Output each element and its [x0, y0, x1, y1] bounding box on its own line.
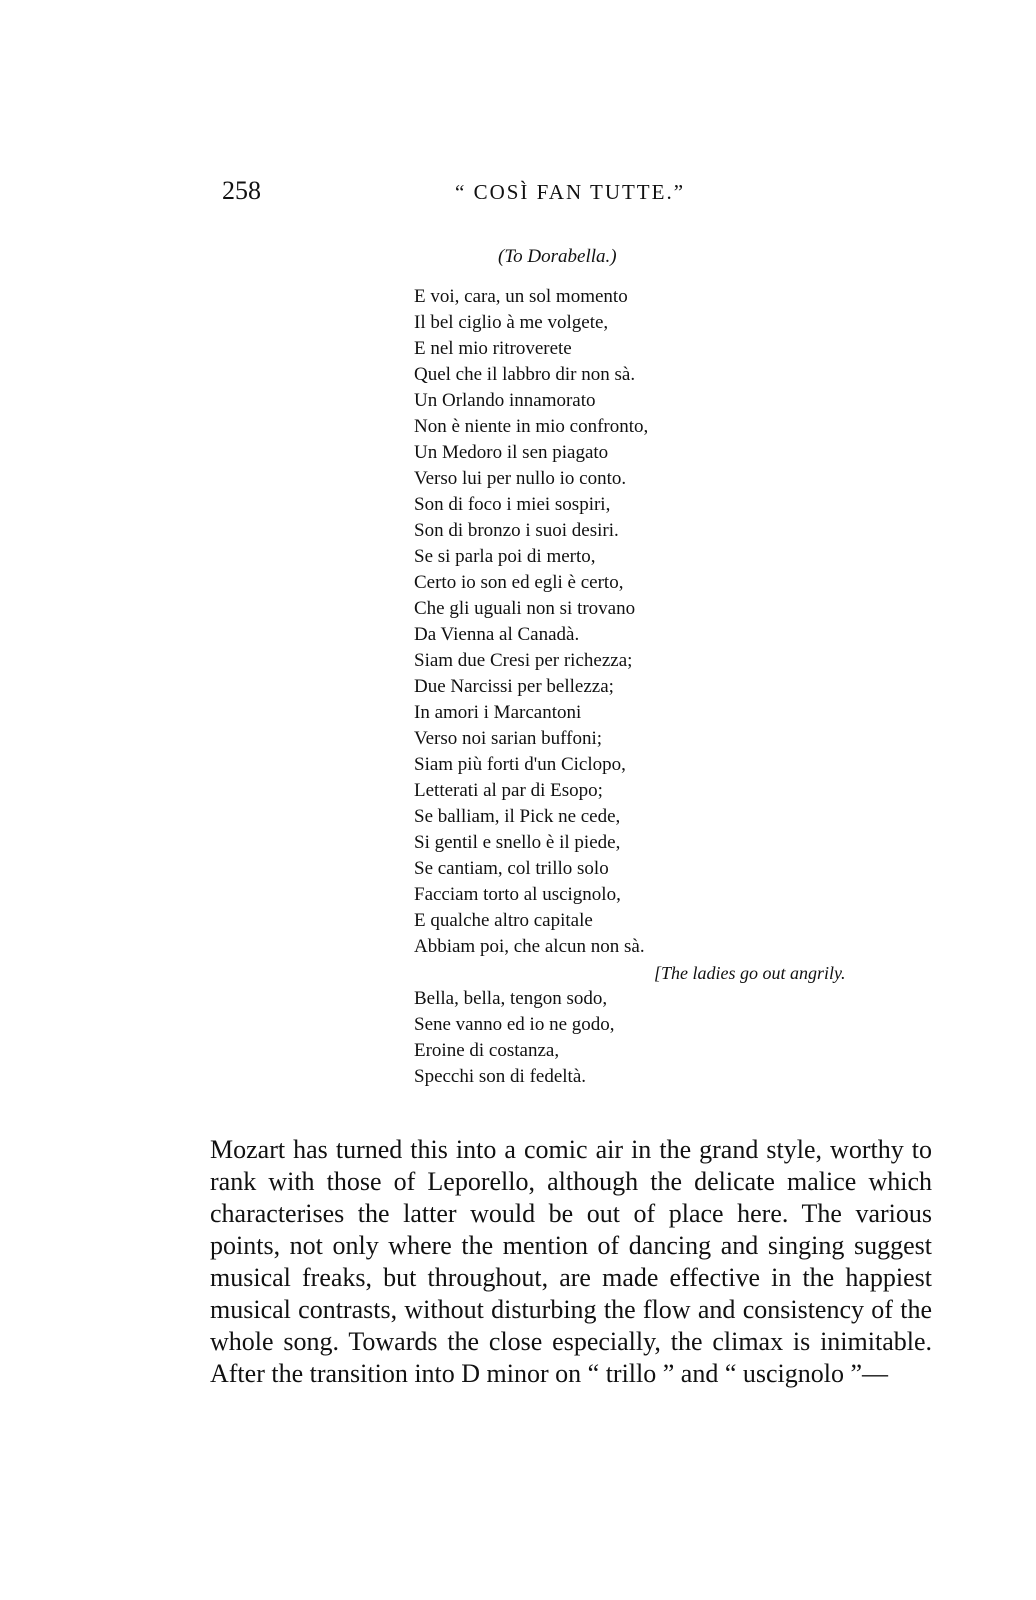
- verse-line: Se balliam, il Pick ne cede,: [414, 806, 621, 827]
- verse-line: Specchi son di fedeltà.: [414, 1066, 587, 1087]
- verse-line: E qualche altro capitale: [414, 910, 593, 931]
- verse-line: Se si parla poi di merto,: [414, 546, 596, 567]
- stage-direction-to-dorabella: (To Dorabella.): [498, 246, 617, 267]
- verse-line: Son di bronzo i suoi desiri.: [414, 520, 619, 541]
- verse-line: Facciam torto al uscignolo,: [414, 884, 621, 905]
- stage-direction-ladies-exit: [The ladies go out angrily.: [654, 963, 846, 983]
- verse-line: Quel che il labbro dir non sà.: [414, 364, 636, 385]
- verse-line: Abbiam poi, che alcun non sà.: [414, 936, 645, 957]
- verse-line: E nel mio ritroverete: [414, 338, 572, 359]
- page-header: [222, 176, 922, 206]
- verse-line: Sene vanno ed io ne godo,: [414, 1014, 615, 1035]
- verse-line: Verso noi sarian buffoni;: [414, 728, 603, 749]
- verse-line: Siam più forti d'un Ciclopo,: [414, 754, 626, 775]
- verse-line: Un Orlando innamorato: [414, 390, 596, 411]
- verse-block: [414, 284, 846, 1090]
- verse-line: Da Vienna al Canadà.: [414, 624, 580, 645]
- verse-line: Che gli uguali non si trovano: [414, 598, 636, 619]
- verse-line: Non è niente in mio confronto,: [414, 416, 649, 437]
- verse-line: Siam due Cresi per richezza;: [414, 650, 633, 671]
- verse-line: Due Narcissi per bellezza;: [414, 676, 614, 697]
- verse-line: Se cantiam, col trillo solo: [414, 858, 609, 879]
- verse-line: Bella, bella, tengon sodo,: [414, 988, 608, 1009]
- verse-line: Un Medoro il sen piagato: [414, 442, 609, 463]
- commentary-paragraph: Mozart has turned this into a comic air in the grand style, worthy to rank with those of Leporello, although the delicate malice which characterises the latter would be out of place here. The various points, not only where the mention of dancing and singing suggest musical freaks, but throughout, are made effective in the happiest musical contrasts, without disturbing the flow and consistency of the whole song. Towards the close especially, the climax is inimitable. After the transition into D minor on “ trillo ” and “ uscignolo ”—: [210, 1135, 932, 1388]
- verse-line: Letterati al par di Esopo;: [414, 780, 603, 801]
- page-number: 258: [222, 176, 261, 205]
- verse-line: Si gentil e snello è il piede,: [414, 832, 621, 853]
- verse-line: E voi, cara, un sol momento: [414, 286, 628, 307]
- running-title: “ COSÌ FAN TUTTE.”: [455, 180, 686, 204]
- verse-line: Il bel ciglio à me volgete,: [414, 312, 609, 333]
- verse-line: Certo io son ed egli è certo,: [414, 572, 624, 593]
- verse-line: Eroine di costanza,: [414, 1040, 560, 1061]
- verse-line: In amori i Marcantoni: [414, 702, 582, 723]
- verse-line: Verso lui per nullo io conto.: [414, 468, 627, 489]
- verse-line: Son di foco i miei sospiri,: [414, 494, 611, 515]
